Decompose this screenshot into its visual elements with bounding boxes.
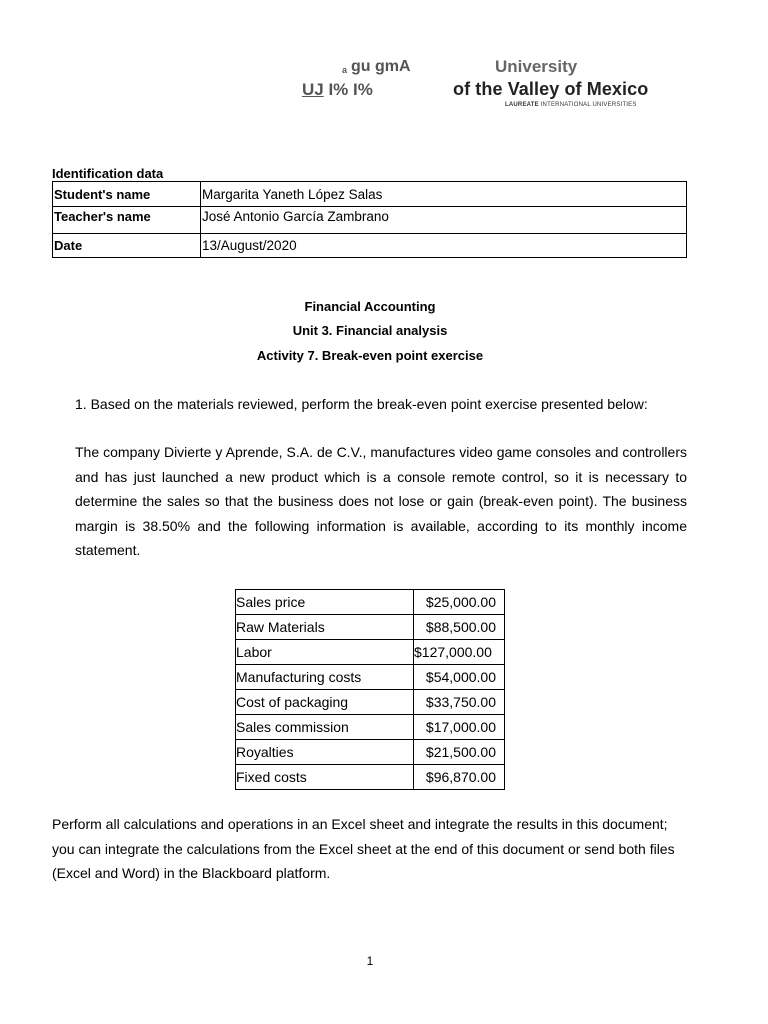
university-logo-subtitle: LAUREATE INTERNATIONAL UNIVERSITIES [505, 102, 637, 108]
activity-title: Activity 7. Break-even point exercise [256, 348, 484, 363]
student-name-value: Margarita Yaneth López Salas [201, 182, 687, 207]
table-row [236, 590, 505, 615]
table-row [53, 207, 687, 234]
table-row [53, 182, 687, 207]
identification-table [52, 181, 687, 258]
logo-text-bottom: UJ I% I% [302, 80, 373, 99]
description-paragraph: The company Divierte y Aprende, S.A. de C.V., manufactures video game consoles and controllers and has just launched a new product which is a console remote control, so it is necessary to determine the sales so that the business does not lose or gain (break-even point). The business margin is 38.50% and the following information is available, according to its monthly income statement. [75, 444, 687, 558]
table-row [236, 715, 505, 740]
cost-label: Royalties [236, 740, 414, 765]
cost-label: Raw Materials [236, 615, 414, 640]
table-row [236, 690, 505, 715]
teacher-name-label: Teacher's name [53, 207, 201, 234]
date-label: Date [53, 234, 201, 258]
student-name-label: Student's name [53, 182, 201, 207]
course-title: Financial Accounting [304, 299, 436, 314]
page-number: 1 [366, 954, 374, 968]
cost-value: $21,500.00 [414, 740, 505, 765]
cost-table [235, 589, 505, 790]
instruction-paragraph: 1. Based on the materials reviewed, perform the break-even point exercise presented below: [75, 396, 648, 412]
university-logo-top: University [495, 57, 578, 76]
cost-label: Labor [236, 640, 414, 665]
cost-label: Sales commission [236, 715, 414, 740]
teacher-name-value: José Antonio García Zambrano [201, 207, 687, 234]
university-logo-main: of the Valley of Mexico [453, 79, 649, 99]
cost-value: $96,870.00 [414, 765, 505, 790]
table-row [236, 740, 505, 765]
cost-value: $54,000.00 [414, 665, 505, 690]
cost-label: Sales price [236, 590, 414, 615]
cost-label: Cost of packaging [236, 690, 414, 715]
cost-label: Fixed costs [236, 765, 414, 790]
unit-title: Unit 3. Financial analysis [292, 323, 448, 338]
logo-text-top: a gu gmA [342, 58, 411, 75]
closing-paragraph: Perform all calculations and operations in an Excel sheet and integrate the results in this document; you can integrate the calculations from the Excel sheet at the end of this document or send both files (Excel and Word) in the Blackboard platform. [52, 816, 675, 881]
cost-value: $88,500.00 [414, 615, 505, 640]
identification-title: Identification data [52, 166, 164, 181]
table-row [236, 665, 505, 690]
date-value: 13/August/2020 [201, 234, 687, 258]
table-row [236, 615, 505, 640]
table-row [236, 640, 505, 665]
cost-value: $17,000.00 [414, 715, 505, 740]
cost-label: Manufacturing costs [236, 665, 414, 690]
table-row [53, 234, 687, 258]
cost-value: $25,000.00 [414, 590, 505, 615]
table-row [236, 765, 505, 790]
cost-value: $127,000.00 [414, 640, 505, 665]
cost-value: $33,750.00 [414, 690, 505, 715]
